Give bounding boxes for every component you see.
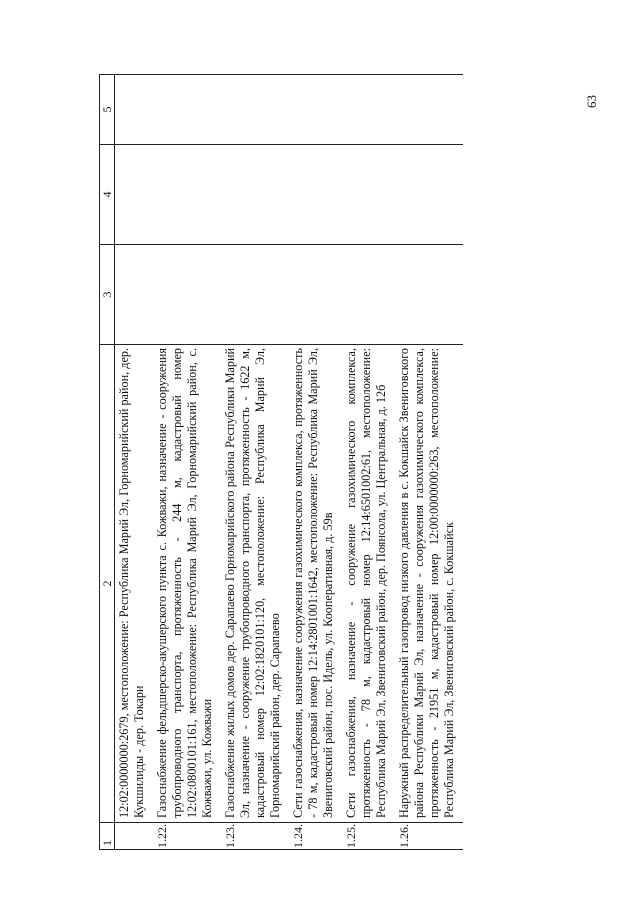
- row-cell-3: [342, 245, 395, 345]
- row-cell-4: [115, 145, 154, 245]
- table-row: [221, 75, 289, 850]
- row-cell-4: [221, 145, 289, 245]
- row-cell-3: [289, 245, 342, 345]
- row-cell-5: [395, 75, 463, 145]
- row-description: Сети газоснабжения, назначение - сооружение газохимического комплекса, протяженность - 78 м, кадастровый номер 12:14:6501002:61, местоположение: Республика Марий Эл, Звениговский район, дер. Поянсола, ул. Центральная, д. 12б: [342, 345, 395, 823]
- table-row: [395, 75, 463, 850]
- table-row: [342, 75, 395, 850]
- column-header-5: 5: [100, 75, 115, 145]
- table-row: [153, 75, 221, 850]
- document-table-rotated: [99, 75, 539, 850]
- row-cell-4: [342, 145, 395, 245]
- table-row: [115, 75, 154, 850]
- row-cell-4: [153, 145, 221, 245]
- row-cell-5: [153, 75, 221, 145]
- row-cell-3: [153, 245, 221, 345]
- row-cell-3: [395, 245, 463, 345]
- page-number: [577, 30, 607, 108]
- row-cell-3: [115, 245, 154, 345]
- row-number: [115, 823, 154, 850]
- row-number: 1.23.: [221, 823, 289, 850]
- row-description: Наружный распределительный газопровод низкого давления в с. Кокшайск Звениговского района Республики Марий Эл, назначение - сооружения газохимического комплекса, протяженность - 21951 м, кадастровый номер 12:00:0000000:263, местоположение: Республика Марий Эл, Звениговский район, с. Кокшайск: [395, 345, 463, 823]
- row-cell-4: [289, 145, 342, 245]
- row-cell-5: [115, 75, 154, 145]
- row-description: Газоснабжение фельдшерско-акушерского пункта с. Кожважи, назначение - сооружения трубопроводного транспорта, протяженность - 244 м, кадастровый номер 12:02:0800101:161, местоположение: Республика Марий Эл, Горномарийский район, с. Кожважи, ул. Кожважи: [153, 345, 221, 823]
- row-cell-5: [342, 75, 395, 145]
- row-cell-5: [289, 75, 342, 145]
- row-description: Газоснабжение жилых домов дер. Сарапаево Горномарийского района Республики Марий Эл, назначение - сооружение трубопроводного транспорта, протяженность - 1622 м, кадастровый номер 12:02:1820101:120, местоположение: Республика Марий Эл, Горномарийский район, дер. Сарапаево: [221, 345, 289, 823]
- row-description: Сети газоснабжения, назначение сооружения газохимического комплекса, протяженность - 78 м, кадастровый номер 12:14:2801001:1642, местоположение: Республика Марий Эл, Звениговский район, пос. Идель, ул. Кооперативная, д. 59в: [289, 345, 342, 823]
- page-number-text: 63: [584, 95, 599, 108]
- column-header-3: 3: [100, 245, 115, 345]
- row-number: 1.25.: [342, 823, 395, 850]
- table-row: [289, 75, 342, 850]
- row-description: 12:02:0000000:2679, местоположение: Республика Марий Эл, Горномарийский район, дер. Кукшилиды - дер. Токари: [115, 345, 154, 823]
- row-cell-3: [221, 245, 289, 345]
- row-cell-5: [221, 75, 289, 145]
- column-header-2: 2: [100, 345, 115, 823]
- row-number: 1.24.: [289, 823, 342, 850]
- column-header-1: 1: [100, 823, 115, 850]
- column-header-4: 4: [100, 145, 115, 245]
- document-table: [99, 74, 463, 850]
- row-number: 1.22.: [153, 823, 221, 850]
- table-header-row: [100, 75, 115, 850]
- row-cell-4: [395, 145, 463, 245]
- row-number: 1.26.: [395, 823, 463, 850]
